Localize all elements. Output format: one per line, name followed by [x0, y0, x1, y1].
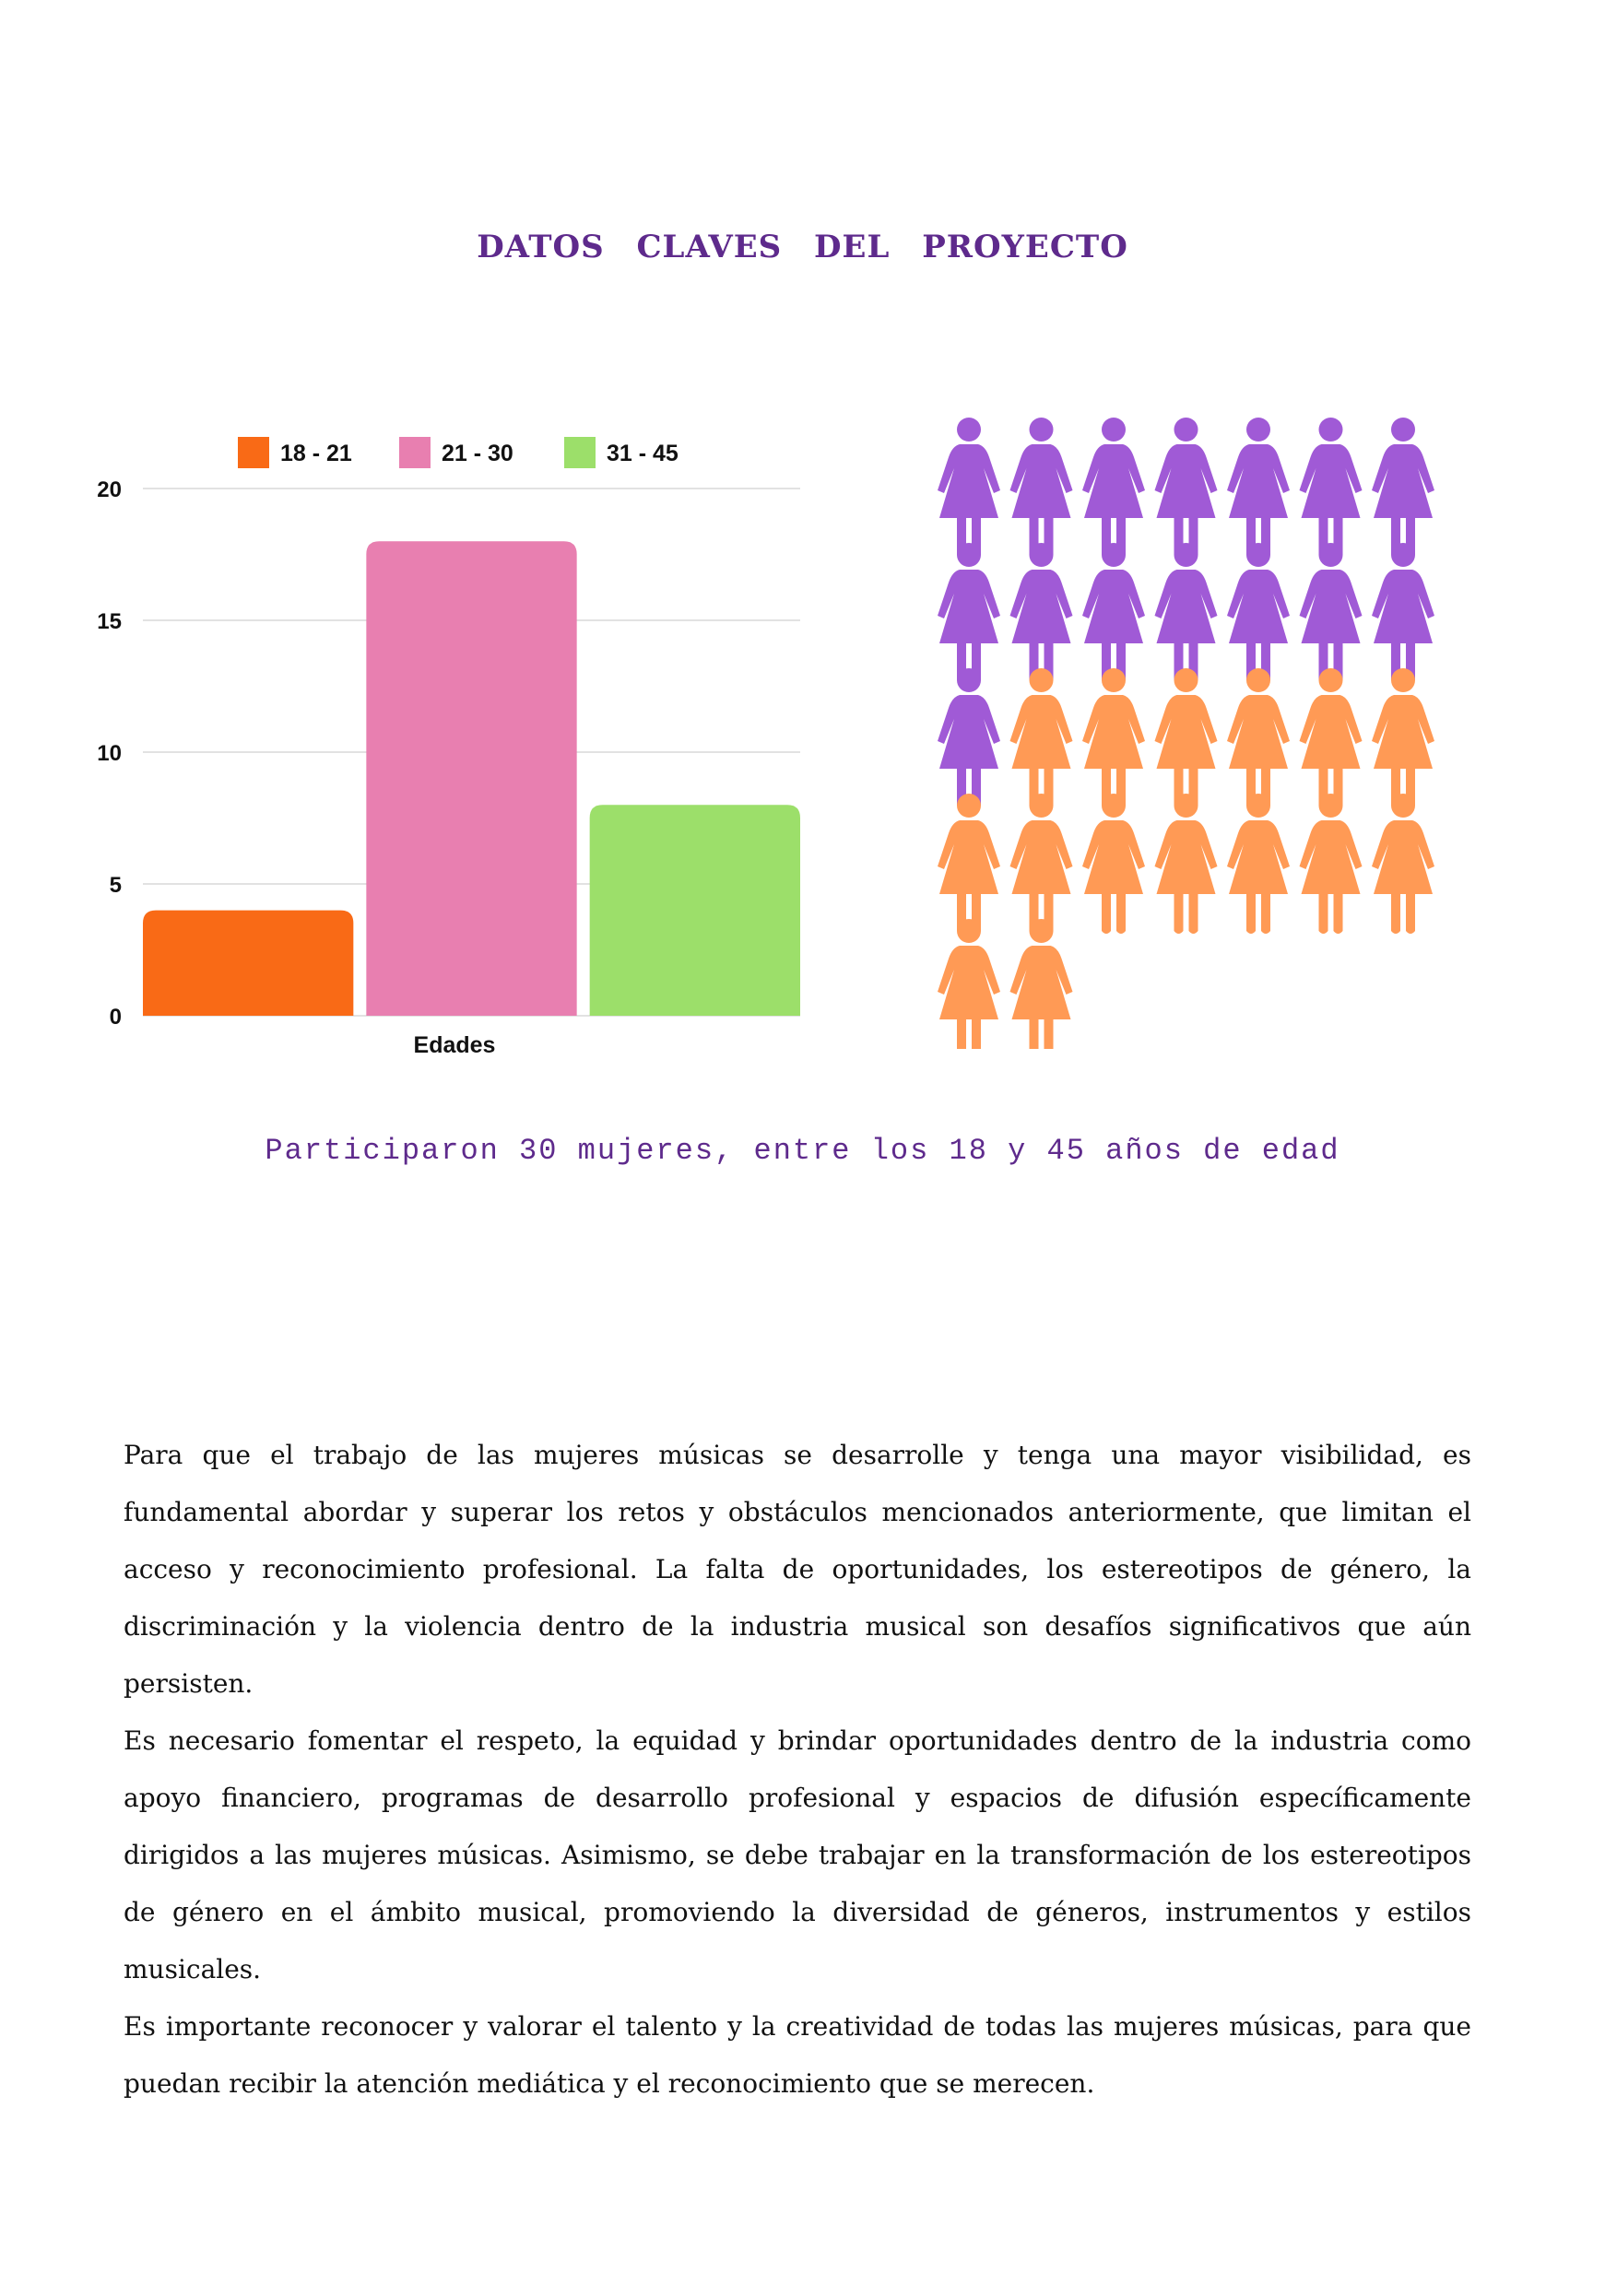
paragraph-3: Es importante reconocer y valorar el talento y la creatividad de todas las mujeres músicas, para que puedan recibir la atención mediática y el reconocimiento que se merecen.	[124, 2011, 1471, 2099]
age-bar-chart	[0, 0, 830, 1088]
woman-icon	[1227, 794, 1290, 934]
woman-icon	[1372, 543, 1434, 683]
y-tick-label: 15	[97, 609, 122, 634]
y-tick-label: 10	[97, 741, 122, 766]
y-tick-label: 0	[109, 1005, 122, 1030]
legend-label: 21 - 30	[442, 441, 513, 466]
woman-icon	[1082, 418, 1145, 558]
y-tick-label: 20	[97, 477, 122, 502]
woman-icon	[1300, 668, 1363, 808]
woman-icon	[1155, 543, 1218, 683]
woman-icon	[1372, 794, 1434, 934]
bar-31-45	[590, 805, 800, 1016]
woman-icon	[1155, 668, 1218, 808]
woman-icon	[1010, 794, 1073, 934]
woman-icon	[1010, 418, 1073, 558]
chart-legend	[238, 437, 679, 468]
page-title: DATOS CLAVES DEL PROYECTO	[477, 229, 1128, 265]
woman-icon	[1227, 668, 1290, 808]
participants-pictogram	[926, 413, 1443, 1049]
legend-swatch	[399, 437, 431, 468]
woman-icon	[1372, 668, 1434, 808]
woman-icon	[1300, 543, 1363, 683]
y-tick-label: 5	[109, 873, 122, 898]
legend-swatch	[564, 437, 596, 468]
legend-label: 18 - 21	[280, 441, 352, 466]
legend-label: 31 - 45	[607, 441, 679, 466]
paragraph-2: Es necesario fomentar el respeto, la equidad y brindar oportunidades dentro de la industria como apoyo financiero, programas de desarrollo profesional y espacios de difusión específicamente dirigidos a las mujeres músicas. Asimismo, se debe trabajar en la transformación de los estereotipos de género en el ámbito musical, promoviendo la diversidad de géneros, instrumentos y estilos musicales.	[124, 1725, 1471, 1984]
woman-icon	[1010, 919, 1073, 1049]
paragraph-1: Para que el trabajo de las mujeres músicas se desarrolle y tenga una mayor visibilidad, es fundamental abordar y superar los retos y obstáculos mencionados anteriormente, que limitan el acceso y reconocimiento profesional. La falta de oportunidades, los estereotipos de género, la discriminación y la violencia dentro de la industria musical son desafíos significativos que aún persisten.	[124, 1440, 1471, 1699]
woman-icon	[1372, 418, 1434, 558]
y-axis-ticks	[97, 477, 122, 1030]
woman-icon	[938, 794, 1000, 934]
woman-icon	[1300, 794, 1363, 934]
chart-bars	[143, 541, 800, 1016]
woman-icon	[938, 543, 1000, 683]
woman-icon	[1155, 794, 1218, 934]
woman-icon	[1227, 543, 1290, 683]
legend-swatch	[238, 437, 269, 468]
participation-caption: Participaron 30 mujeres, entre los 18 y 45 años de edad	[265, 1134, 1340, 1168]
body-text	[124, 1427, 1471, 2113]
woman-icon	[1082, 668, 1145, 808]
woman-icon	[1010, 668, 1073, 808]
woman-icon	[938, 418, 1000, 558]
woman-icon	[1300, 418, 1363, 558]
woman-icon	[938, 919, 1000, 1049]
woman-icon	[1227, 418, 1290, 558]
woman-icon	[938, 668, 1000, 808]
bar-18-21	[143, 911, 353, 1016]
bar-21-30	[366, 541, 576, 1016]
woman-icon	[1082, 794, 1145, 934]
x-axis-label: Edades	[413, 1032, 496, 1058]
woman-icon	[1082, 543, 1145, 683]
woman-icon	[1155, 418, 1218, 558]
woman-icon	[1010, 543, 1073, 683]
